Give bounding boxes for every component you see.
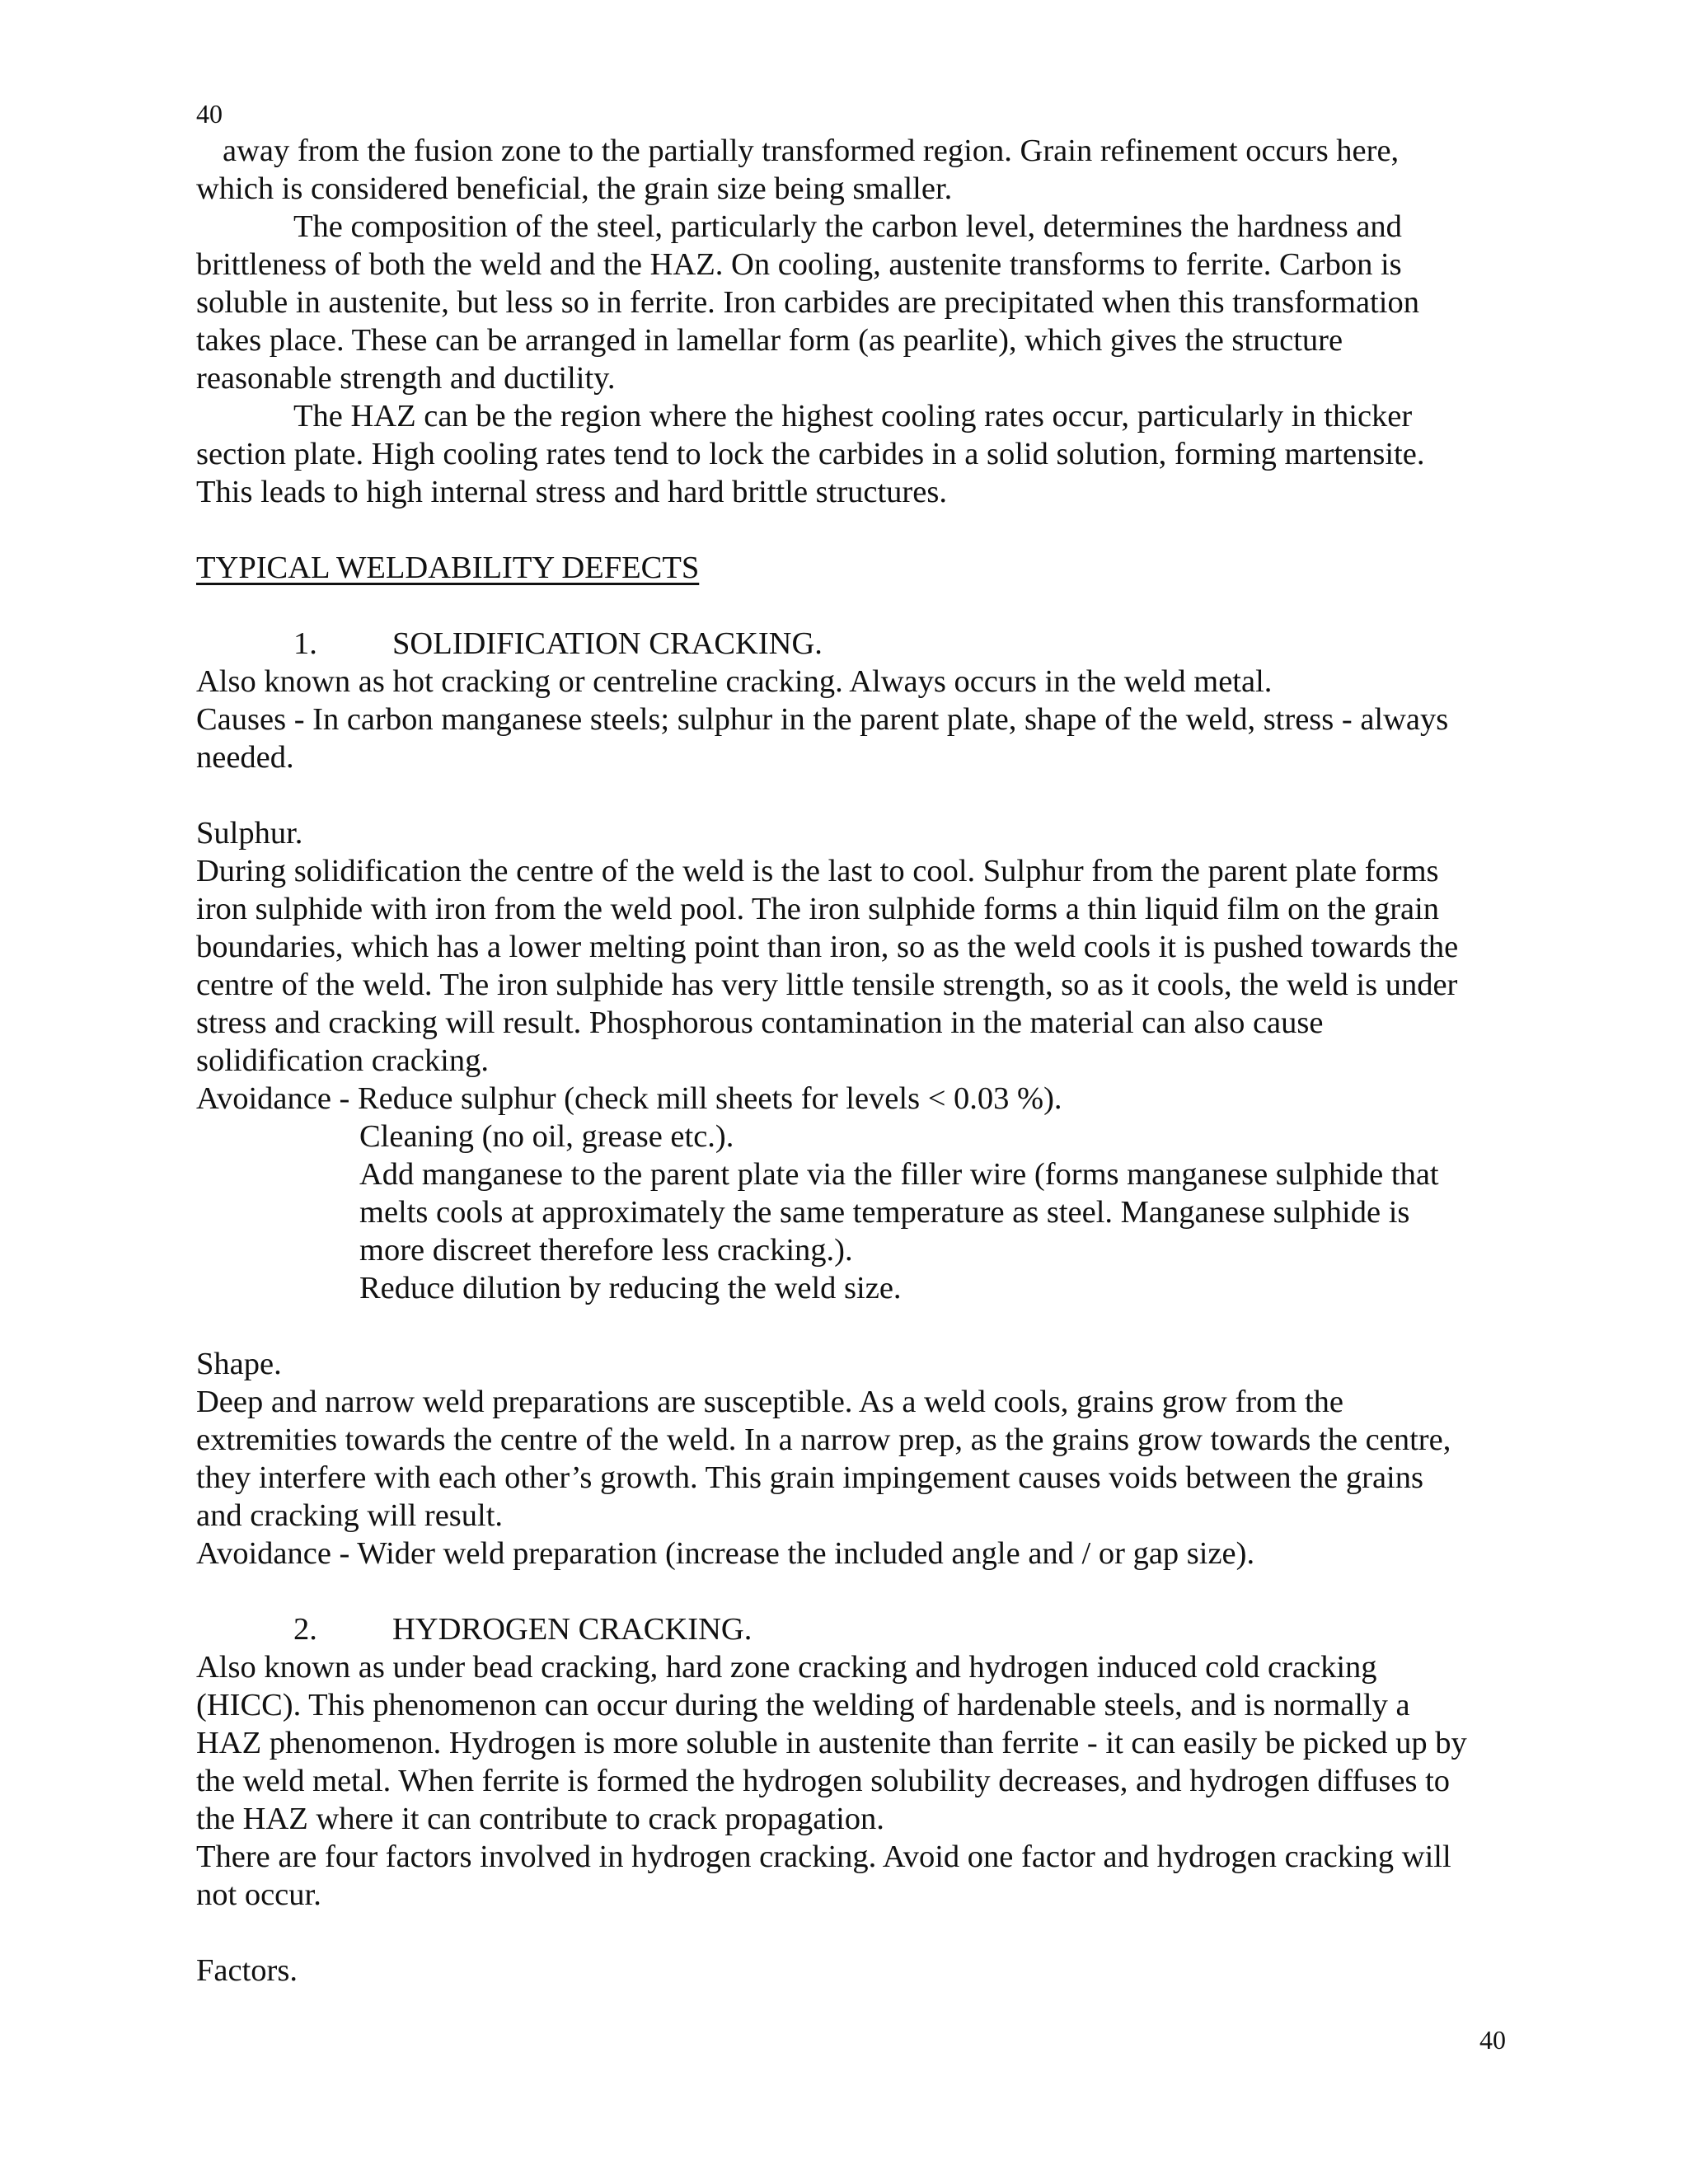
sub-heading-shape: Shape. [196, 1347, 282, 1381]
body-line: The composition of the steel, particularly the carbon level, determines the hardness and [293, 209, 1402, 244]
defect-heading-1 [196, 625, 1515, 663]
body-line: (HICC). This phenomenon can occur during the welding of hardenable steels, and is normally a [196, 1688, 1410, 1722]
body-line: they interfere with each other’s growth. This grain impingement causes voids between the grains [196, 1460, 1423, 1495]
body-line: soluble in austenite, but less so in ferrite. Iron carbides are precipitated when this transformation [196, 285, 1419, 320]
body-line: Also known as under bead cracking, hard zone cracking and hydrogen induced cold cracking [196, 1650, 1377, 1685]
body-line: HAZ phenomenon. Hydrogen is more soluble in austenite than ferrite - it can easily be picked up by [196, 1726, 1467, 1760]
section-heading [196, 549, 1515, 587]
body-line: section plate. High cooling rates tend to lock the carbides in a solid solution, forming martensite. [196, 437, 1425, 471]
defect-number: 2. [293, 1612, 317, 1647]
page-body [196, 132, 1515, 1990]
body-line: solidification cracking. [196, 1043, 489, 1078]
spacer [196, 1914, 1515, 1952]
body-line: needed. [196, 740, 294, 775]
spacer [196, 587, 1515, 625]
spacer [196, 511, 1515, 549]
body-line: stress and cracking will result. Phosphorous contamination in the material can also cause [196, 1005, 1324, 1040]
avoidance-line: Avoidance - Reduce sulphur (check mill sheets for levels < 0.03 %). [196, 1081, 1062, 1116]
body-line: the weld metal. When ferrite is formed the hydrogen solubility decreases, and hydrogen diffuses to [196, 1764, 1451, 1798]
body-line: the HAZ where it can contribute to crack propagation. [196, 1802, 884, 1836]
body-line: The HAZ can be the region where the highest cooling rates occur, particularly in thicker [293, 399, 1413, 434]
spacer [196, 1572, 1515, 1610]
body-line: away from the fusion zone to the partially transformed region. Grain refinement occurs here, [223, 134, 1400, 168]
body-line: iron sulphide with iron from the weld pool. The iron sulphide forms a thin liquid film on the grain [196, 892, 1440, 926]
page-number-bottom: 40 [1479, 2025, 1506, 2055]
body-line: This leads to high internal stress and hard brittle structures. [196, 475, 947, 509]
body-line: not occur. [196, 1877, 321, 1912]
body-line: and cracking will result. [196, 1498, 504, 1533]
body-line: reasonable strength and ductility. [196, 361, 616, 396]
body-line: centre of the weld. The iron sulphide has very little tensile strength, so as it cools, the weld is under [196, 968, 1458, 1002]
defect-title: HYDROGEN CRACKING. [392, 1612, 753, 1647]
defect-title: SOLIDIFICATION CRACKING. [392, 626, 823, 661]
body-line: brittleness of both the weld and the HAZ. On cooling, austenite transforms to ferrite. Carbon is [196, 247, 1402, 282]
avoidance-line: Avoidance - Wider weld preparation (increase the included angle and / or gap size). [196, 1536, 1255, 1571]
avoidance-item: melts cools at approximately the same temperature as steel. Manganese sulphide is [359, 1195, 1410, 1230]
avoidance-item: Add manganese to the parent plate via the filler wire (forms manganese sulphide that [359, 1157, 1439, 1192]
avoidance-item: more discreet therefore less cracking.). [359, 1233, 853, 1268]
body-line: During solidification the centre of the weld is the last to cool. Sulphur from the parent plate forms [196, 854, 1439, 888]
spacer [196, 776, 1515, 814]
body-line: extremities towards the centre of the weld. In a narrow prep, as the grains grow towards the centre, [196, 1422, 1451, 1457]
body-line: There are four factors involved in hydrogen cracking. Avoid one factor and hydrogen cracking will [196, 1840, 1451, 1874]
body-line: which is considered beneficial, the grain size being smaller. [196, 171, 953, 206]
defect-number: 1. [293, 626, 317, 661]
body-line: takes place. These can be arranged in lamellar form (as pearlite), which gives the structure [196, 323, 1343, 358]
sub-heading-factors: Factors. [196, 1953, 298, 1988]
spacer [196, 1307, 1515, 1345]
avoidance-item: Cleaning (no oil, grease etc.). [359, 1119, 734, 1154]
section-heading-text: TYPICAL WELDABILITY DEFECTS [196, 551, 700, 585]
sub-heading-sulphur: Sulphur. [196, 816, 303, 851]
body-line: Also known as hot cracking or centreline cracking. Always occurs in the weld metal. [196, 664, 1273, 699]
body-line: boundaries, which has a lower melting point than iron, so as the weld cools it is pushed towards the [196, 930, 1459, 964]
page-number-top: 40 [196, 99, 223, 129]
body-line: Causes - In carbon manganese steels; sulphur in the parent plate, shape of the weld, stress - always [196, 702, 1449, 737]
body-line: Deep and narrow weld preparations are susceptible. As a weld cools, grains grow from the [196, 1385, 1343, 1419]
avoidance-item: Reduce dilution by reducing the weld size. [359, 1271, 902, 1305]
defect-heading-2 [196, 1610, 1515, 1648]
